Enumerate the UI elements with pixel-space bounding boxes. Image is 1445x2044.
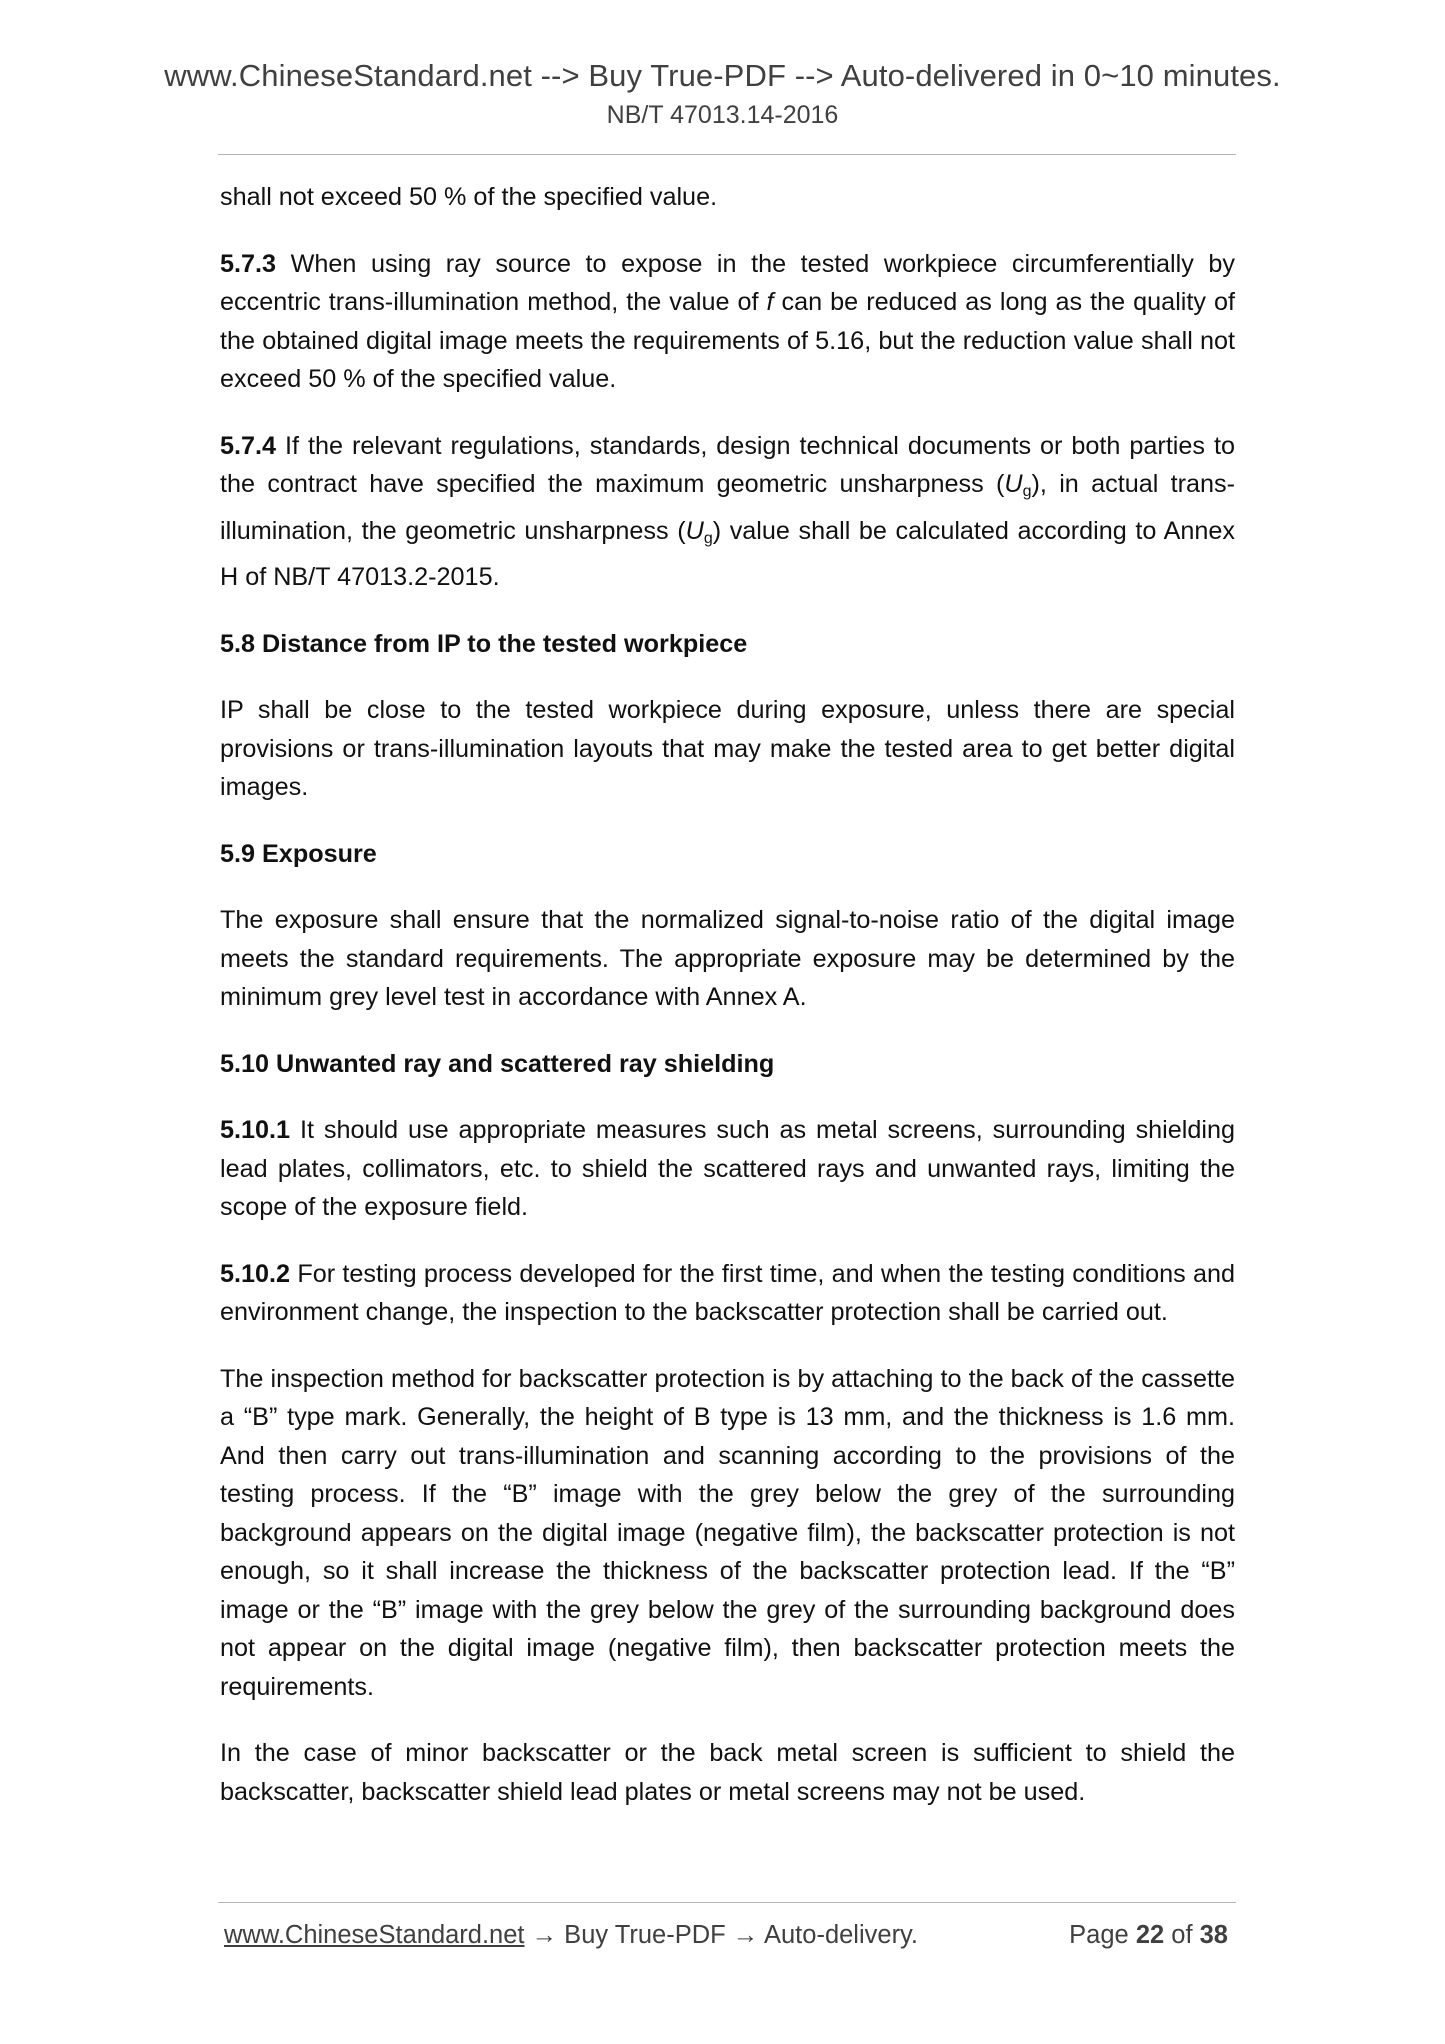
page-total: 38 [1199, 1921, 1228, 1949]
clause-number: 5.7.4 [220, 431, 277, 460]
document-body [220, 178, 1235, 1839]
clause-number: 5.7.3 [220, 249, 277, 278]
footer-site-link[interactable]: www.ChineseStandard.net [224, 1921, 525, 1949]
clause-text: It should use appropriate measures such as metal screens, surrounding shielding lead plates, collimators, etc. to shield the scattered rays and unwanted rays, limiting the scope of the exposure field. [220, 1116, 1235, 1221]
clause-5-10-1 [220, 1111, 1235, 1227]
clause-number: 5.10.2 [220, 1259, 291, 1288]
paragraph-minor-backscatter: In the case of minor backscatter or the back metal screen is sufficient to shield the backscatter, backscatter shield lead plates or metal screens may not be used. [220, 1739, 1235, 1806]
clause-text: If the relevant regulations, standards, design technical documents or both parties to the contract have specified the maximum geometric unsharpness ( [220, 431, 1235, 498]
subscript-g: g [703, 529, 713, 547]
variable-u: U [1004, 470, 1023, 498]
clause-5-10-2 [220, 1255, 1235, 1332]
paragraph-5-9: The exposure shall ensure that the normalized signal-to-noise ratio of the digital image meets the standard requirements. The appropriate exposure may be determined by the minimum grey level test in accordance with Annex A. [220, 906, 1235, 1011]
footer-banner-text: → Buy True-PDF → Auto-delivery. [524, 1921, 918, 1949]
page-header [0, 58, 1445, 130]
variable-f: f [766, 288, 774, 316]
clause-number: 5.10.1 [220, 1116, 291, 1144]
page-number [1069, 1918, 1228, 1952]
page-of: of [1164, 1921, 1200, 1949]
header-divider [218, 154, 1236, 155]
section-heading-5-10: 5.10 Unwanted ray and scattered ray shielding [220, 1049, 775, 1078]
section-heading-5-8: 5.8 Distance from IP to the tested workpiece [220, 629, 748, 658]
section-heading-5-9: 5.9 Exposure [220, 839, 377, 868]
clause-text: When using ray source to expose in the tested workpiece circumferentially by eccentric trans-illumination method, the value of [220, 249, 1235, 316]
clause-text: ) value shall be calculated according to Annex H of NB/T 47013.2-2015. [220, 516, 1235, 591]
clause-text: For testing process developed for the first time, and when the testing conditions and environment change, the inspection to the backscatter protection shall be carried out. [220, 1259, 1235, 1326]
clause-5-7-4 [220, 427, 1235, 597]
header-site-banner: www.ChineseStandard.net --> Buy True-PDF --> Auto-delivered in 0~10 minutes. [164, 58, 1281, 93]
subscript-g: g [1022, 483, 1032, 500]
paragraph-inspection-method: The inspection method for backscatter protection is by attaching to the back of the cassette a “B” type mark. Generally, the height of B type is 13 mm, and the thickness is 1.6 mm. And then carry out trans-illumination and scanning according to the provisions of the testing process. If the “B” image with the grey below the grey of the surrounding background appears on the digital image (negative film), the backscatter protection is not enough, so it shall increase the thickness of the backscatter protection lead. If the “B” image or the “B” image with the grey below the grey of the surrounding background does not appear on the digital image (negative film), then backscatter protection meets the requirements. [220, 1364, 1235, 1701]
clause-5-7-3 [220, 245, 1235, 399]
paragraph-5-8: IP shall be close to the tested workpiece during exposure, unless there are special provisions or trans-illumination layouts that may make the tested area to get better digital images. [220, 696, 1235, 801]
header-standard-number: NB/T 47013.14-2016 [606, 101, 839, 129]
page-current: 22 [1135, 1921, 1165, 1949]
clause-text: can be reduced as long as the quality of the obtained digital image meets the requirements of 5.16, but the reduction value shall not exceed 50 % of the specified value. [220, 288, 1235, 393]
clause-text: ), in actual trans-illumination, the geometric unsharpness ( [220, 470, 1235, 545]
paragraph-continuation [220, 178, 1235, 217]
footer-divider [218, 1902, 1236, 1903]
variable-u: U [685, 516, 704, 545]
paragraph-text: shall not exceed 50 % of the specified value. [220, 183, 718, 211]
page-label: Page [1069, 1921, 1136, 1949]
footer-banner [224, 1921, 918, 1949]
page-footer [224, 1918, 1236, 1952]
